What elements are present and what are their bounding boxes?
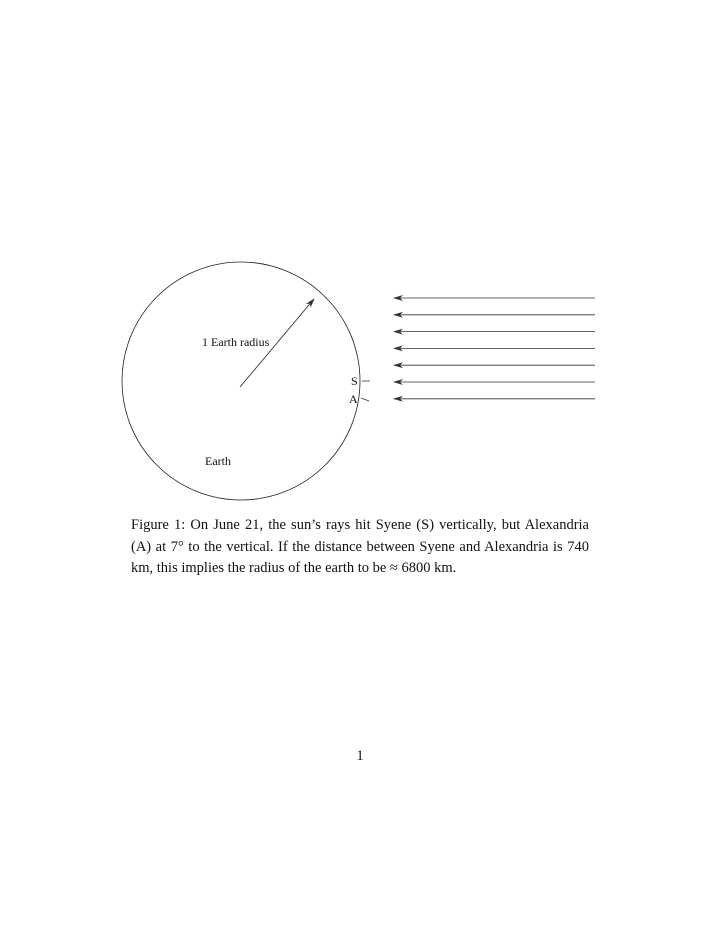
page-number: 1 [356,748,364,764]
earth-label: Earth [205,454,231,468]
radius-label: 1 Earth radius [202,335,270,349]
syene-label: S [351,374,358,388]
sun-rays [394,298,595,399]
figure-caption: Figure 1: On June 21, the sun’s rays hit Syene (S) vertically, but Alexandria (A) at 7° to the vertical. If the distance between Syene and Alexandria is 740 km, this implies the radius of the earth to be ≈ 6800 km. [131,517,589,576]
alexandria-label: A [349,392,358,406]
alexandria-tick [361,398,369,401]
earth-circle [122,262,360,500]
